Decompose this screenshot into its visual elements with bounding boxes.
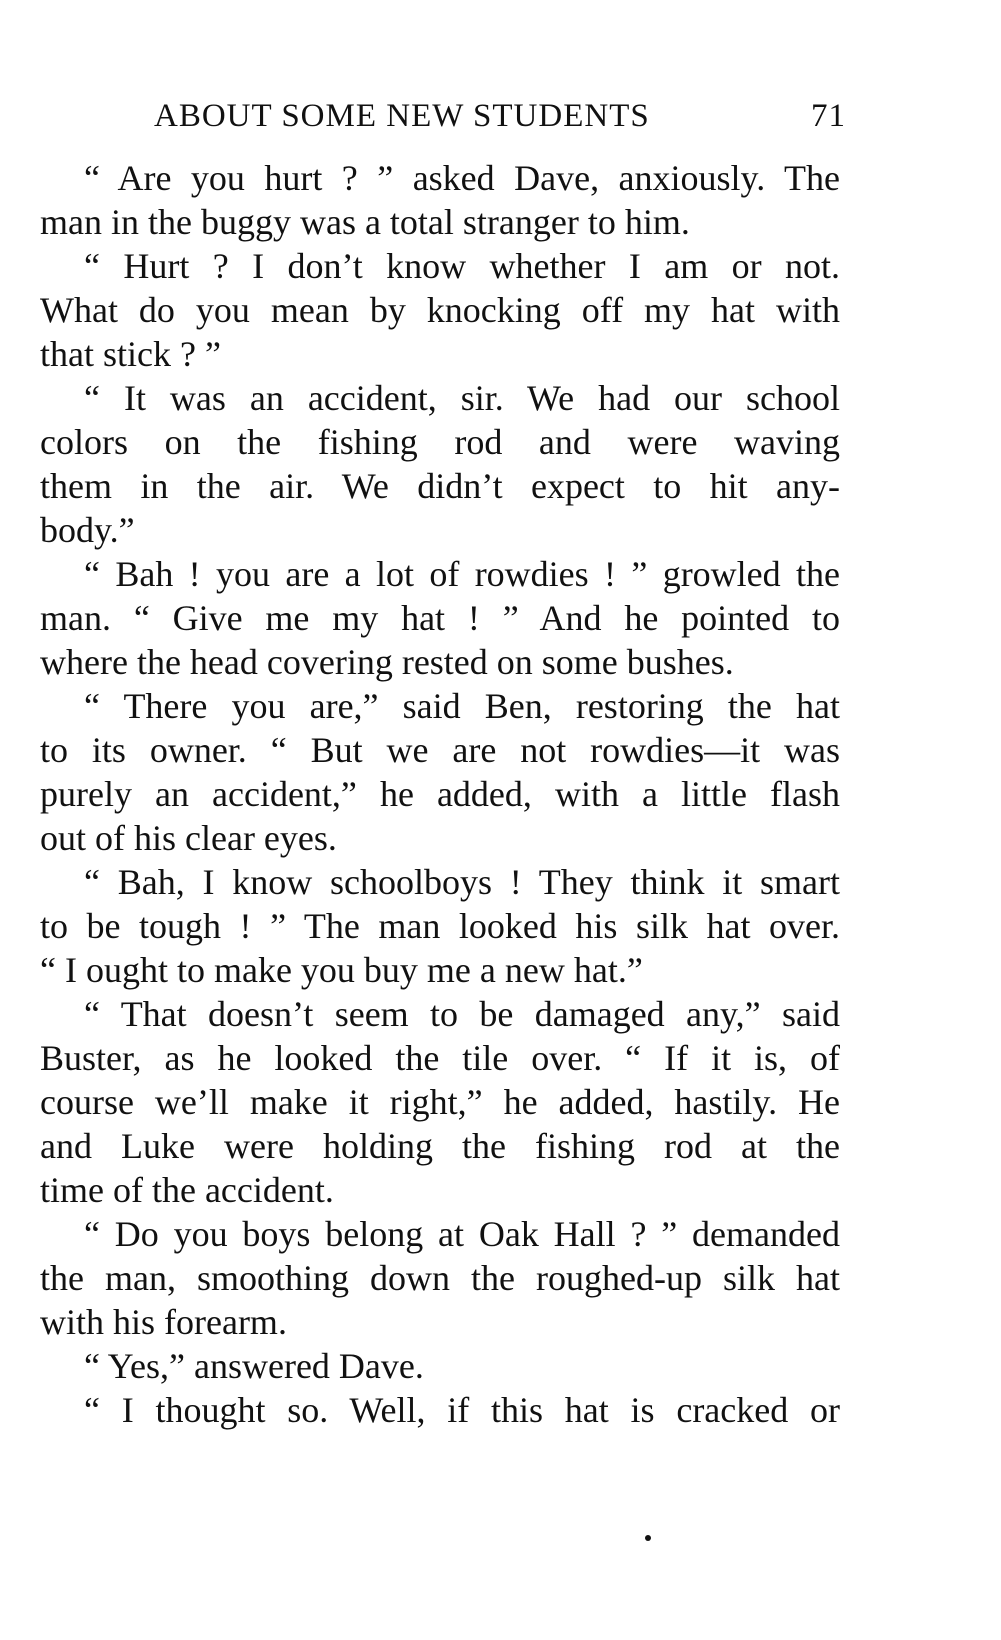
text-line: “ It was an accident, sir. We had our school	[84, 378, 840, 418]
text-line: colors on the fishing rod and were waving	[40, 422, 840, 462]
text-line: “ Yes,” answered Dave.	[84, 1346, 424, 1386]
body-text	[40, 156, 840, 1432]
chapter-title: ABOUT SOME NEW STUDENTS	[154, 98, 650, 134]
text-line: them in the air. We didn’t expect to hit any-	[40, 466, 840, 506]
text-line: “ Bah, I know schoolboys ! They think it smart	[84, 862, 840, 902]
text-line: Buster, as he looked the tile over. “ If it is, of	[40, 1038, 840, 1078]
running-head	[40, 98, 846, 142]
text-line: man. “ Give me my hat ! ” And he pointed to	[40, 598, 840, 638]
text-line: “ I thought so. Well, if this hat is cracked or	[84, 1390, 840, 1430]
text-line: “ That doesn’t seem to be damaged any,” said	[84, 994, 840, 1034]
text-line: where the head covering rested on some bushes.	[40, 642, 734, 682]
text-line: “ Bah ! you are a lot of rowdies ! ” growled the	[84, 554, 840, 594]
text-line: What do you mean by knocking off my hat with	[40, 290, 840, 330]
text-line: the man, smoothing down the roughed-up silk hat	[40, 1258, 840, 1298]
text-line: “ Do you boys belong at Oak Hall ? ” demanded	[84, 1214, 840, 1254]
text-line: time of the accident.	[40, 1170, 334, 1210]
ink-speck	[645, 1535, 651, 1541]
text-line: and Luke were holding the fishing rod at the	[40, 1126, 840, 1166]
text-line: “ Hurt ? I don’t know whether I am or not.	[84, 246, 840, 286]
text-line: course we’ll make it right,” he added, hastily. He	[40, 1082, 840, 1122]
text-line: man in the buggy was a total stranger to him.	[40, 202, 690, 242]
text-line: to be tough ! ” The man looked his silk hat over.	[40, 906, 840, 946]
text-line: “ There you are,” said Ben, restoring the hat	[84, 686, 840, 726]
text-line: purely an accident,” he added, with a little flash	[40, 774, 840, 814]
text-line: that stick ? ”	[40, 334, 221, 374]
text-line: with his forearm.	[40, 1302, 287, 1342]
text-line: “ I ought to make you buy me a new hat.”	[40, 950, 643, 990]
page-number: 71	[811, 98, 846, 134]
text-line: to its owner. “ But we are not rowdies—it was	[40, 730, 840, 770]
text-line: out of his clear eyes.	[40, 818, 337, 858]
text-line: “ Are you hurt ? ” asked Dave, anxiously. The	[84, 158, 840, 198]
text-line: body.”	[40, 510, 135, 550]
